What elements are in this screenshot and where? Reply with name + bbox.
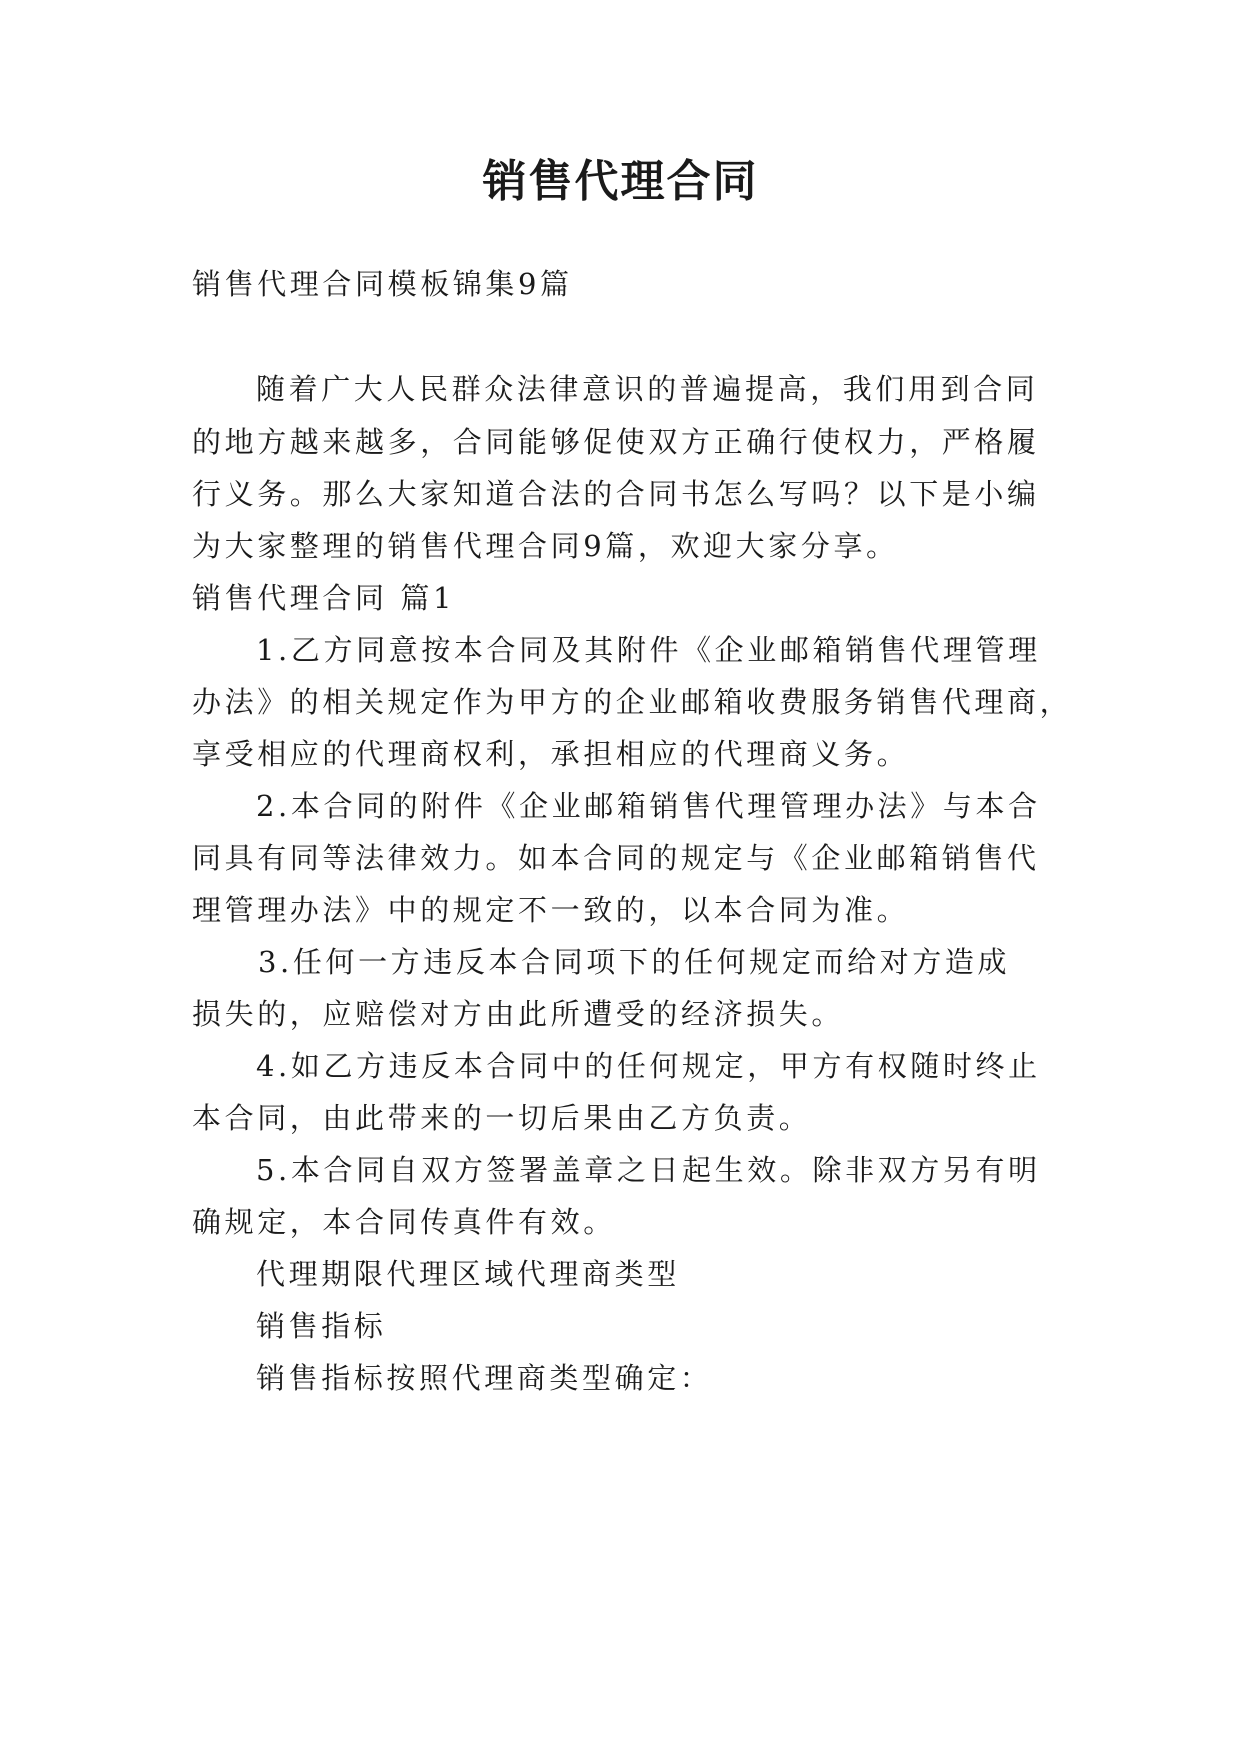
- clause-2-line-3: 理管理办法》中的规定不一致的，以本合同为准。: [192, 893, 910, 927]
- clause-5-line-2: 确规定，本合同传真件有效。: [192, 1205, 616, 1239]
- clause-5-line-1: 5.本合同自双方签署盖章之日起生效。除非双方另有明: [256, 1153, 1041, 1187]
- clause-1-line-3: 享受相应的代理商权利，承担相应的代理商义务。: [192, 737, 910, 771]
- intro-line-4: 为大家整理的销售代理合同9篇，欢迎大家分享。: [192, 529, 899, 563]
- document-subtitle: 销售代理合同模板锦集9篇: [192, 267, 573, 301]
- clause-1-line-2: 办法》的相关规定作为甲方的企业邮箱收费服务销售代理商，: [192, 685, 1073, 719]
- intro-line-2: 的地方越来越多，合同能够促使双方正确行使权力，严格履: [192, 425, 1040, 459]
- intro-line-1: 随着广大人民群众法律意识的普遍提高，我们用到合同: [256, 372, 1039, 406]
- document-title: 销售代理合同: [482, 156, 759, 207]
- clause-3-line-1: 3.任何一方违反本合同项下的任何规定而给对方造成: [258, 945, 1011, 979]
- clause-3-line-2: 损失的，应赔偿对方由此所遭受的经济损失。: [192, 997, 845, 1031]
- section-heading: 销售代理合同 篇1: [192, 581, 456, 615]
- intro-line-3: 行义务。那么大家知道合法的合同书怎么写吗？以下是小编: [192, 477, 1040, 511]
- clause-1-line-1: 1.乙方同意按本合同及其附件《企业邮箱销售代理管理: [256, 633, 1041, 667]
- clause-2-line-1: 2.本合同的附件《企业邮箱销售代理管理办法》与本合: [256, 789, 1041, 823]
- clause-4-line-1: 4.如乙方违反本合同中的任何规定，甲方有权随时终止: [256, 1049, 1041, 1083]
- table-header-text: 代理期限代理区域代理商类型: [256, 1257, 680, 1291]
- sales-target-label: 销售指标: [256, 1309, 387, 1343]
- clause-2-line-2: 同具有同等法律效力。如本合同的规定与《企业邮箱销售代: [192, 841, 1040, 875]
- sales-target-description: 销售指标按照代理商类型确定：: [256, 1361, 713, 1395]
- clause-4-line-2: 本合同，由此带来的一切后果由乙方负责。: [192, 1101, 812, 1135]
